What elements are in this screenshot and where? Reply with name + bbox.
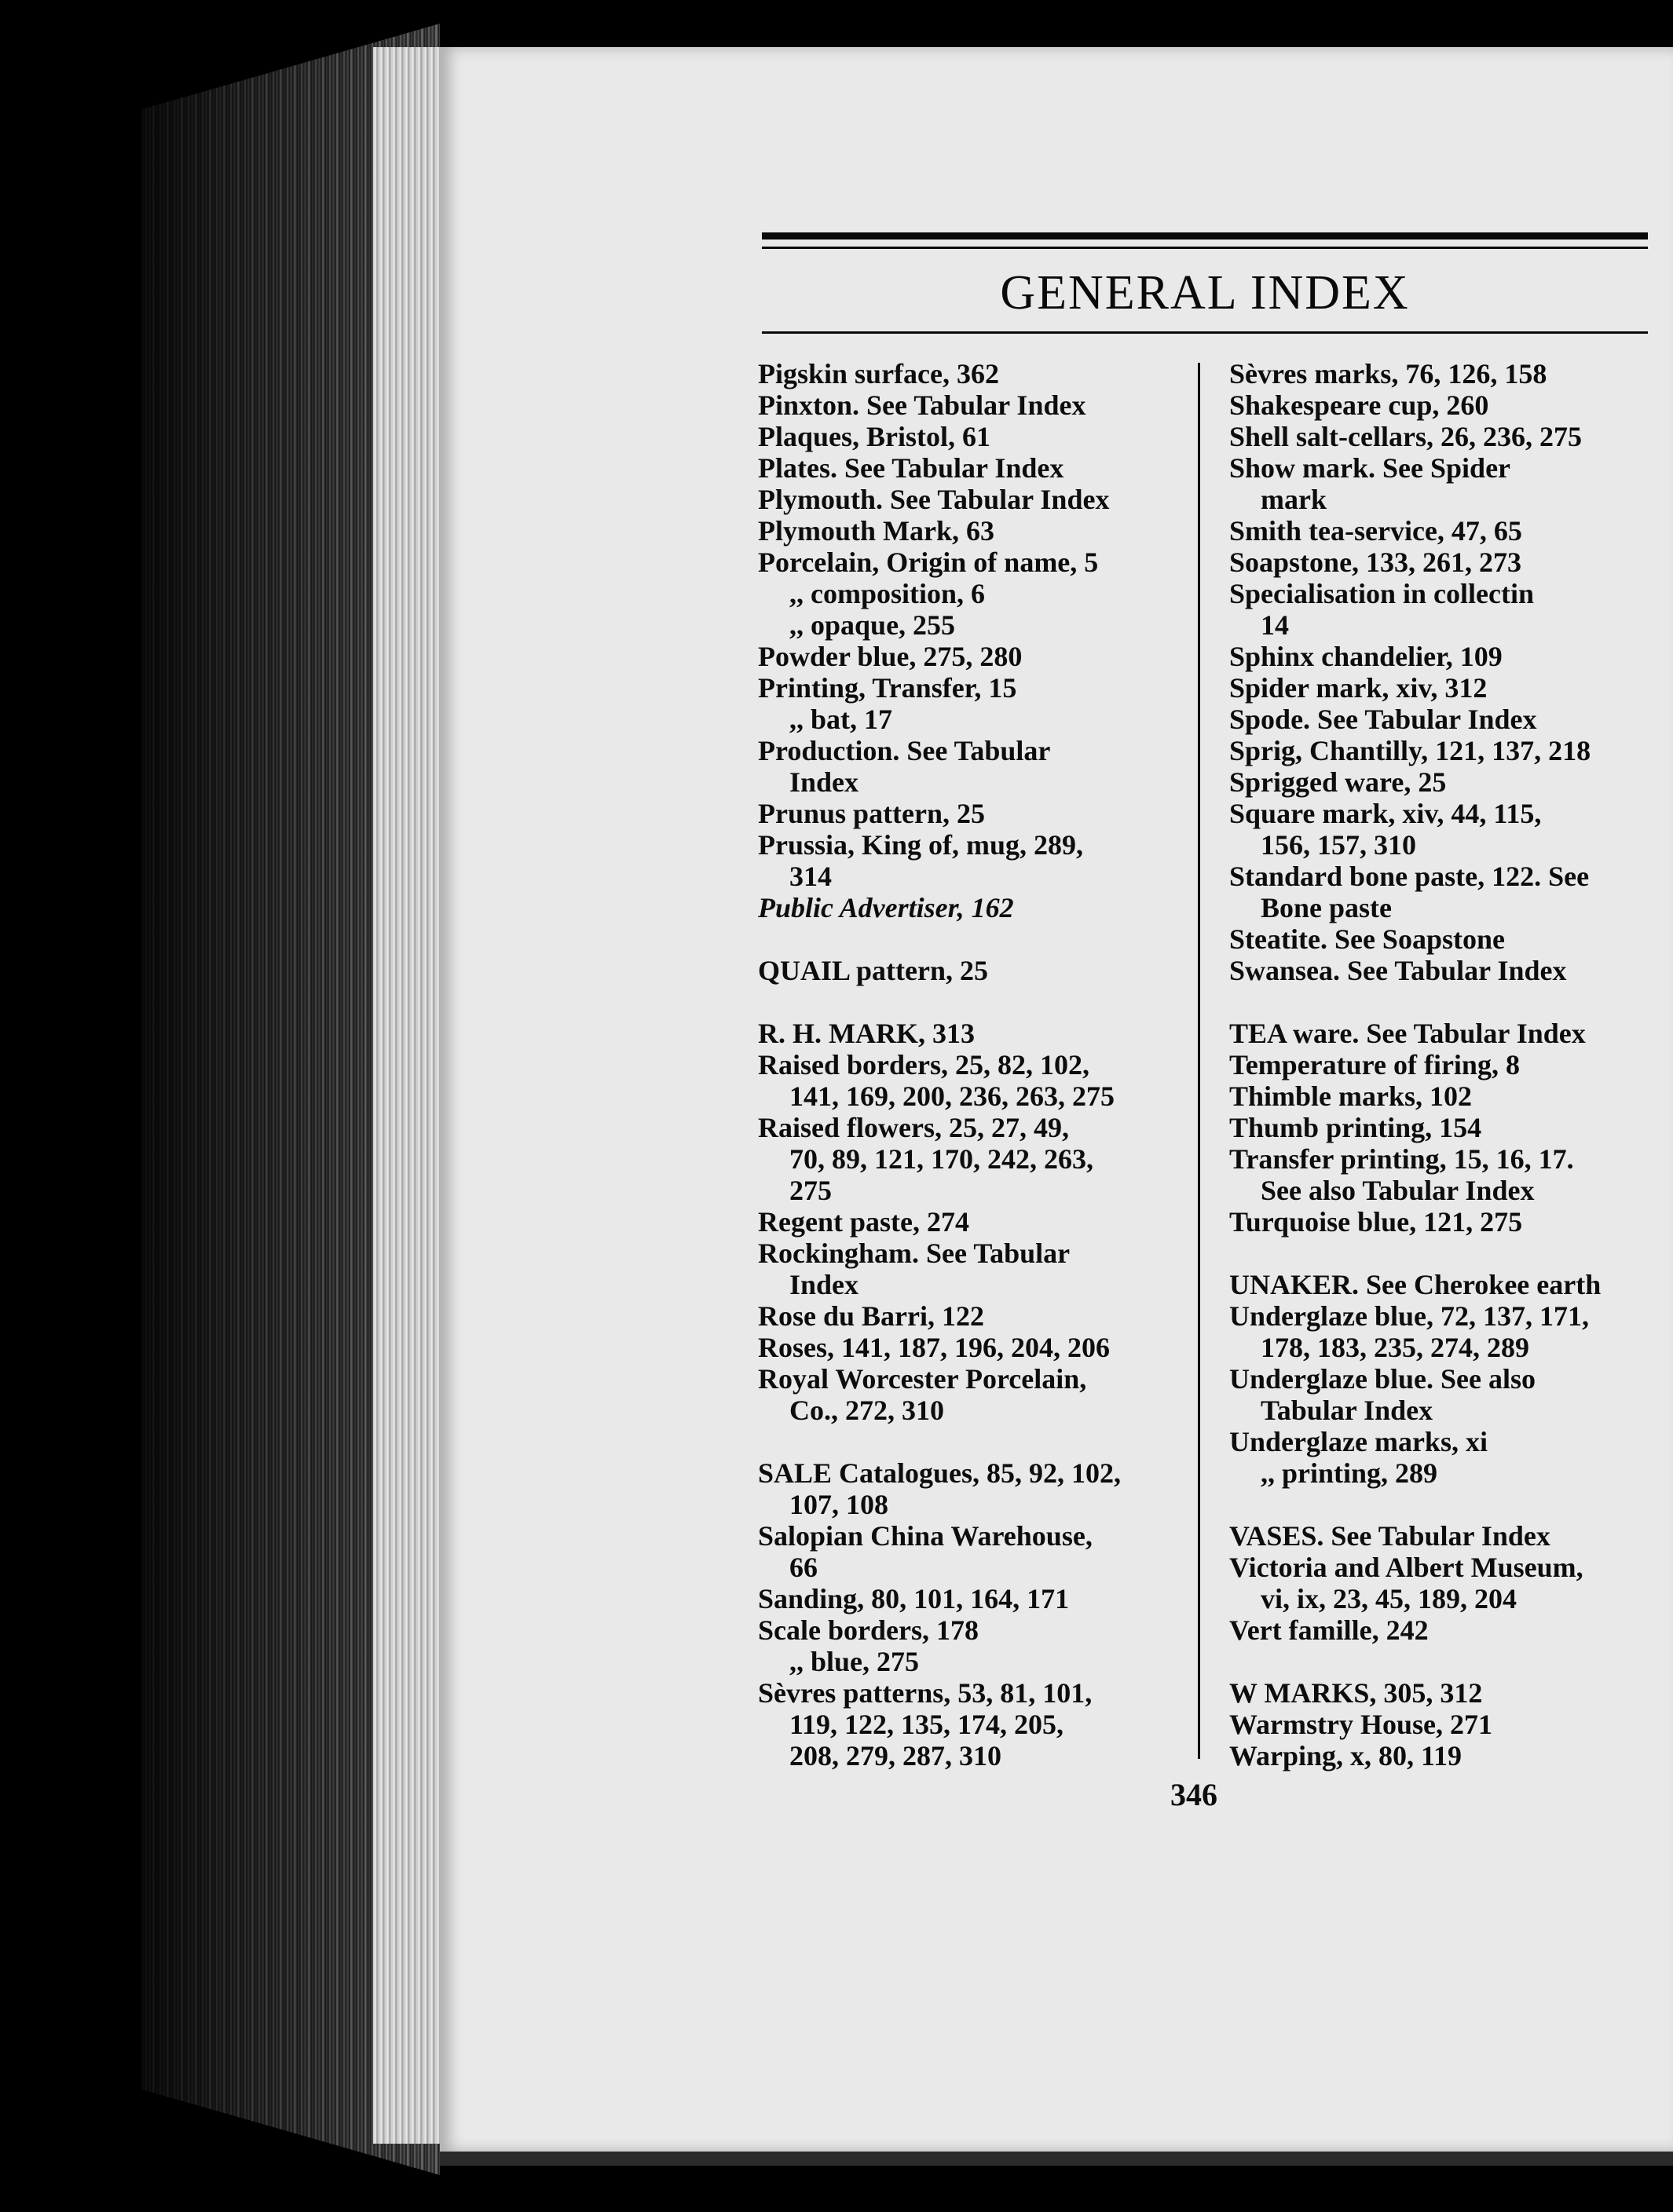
section-gap [1229,1238,1653,1269]
index-entry: Sprig, Chantilly, 121, 137, 218 [1229,735,1591,766]
index-entry: Spider mark, xiv, 312 [1229,672,1488,704]
index-entry-continuation: mark [1261,484,1327,515]
index-column-left [758,358,1182,1771]
index-entry: SALE Catalogues, 85, 92, 102, [758,1457,1122,1489]
index-entry: Smith tea-service, 47, 65 [1229,515,1522,547]
index-entry: Production. See Tabular [758,735,1051,766]
index-entry: Raised flowers, 25, 27, 49, [758,1112,1069,1143]
page-bottom-edge [440,2152,1673,2166]
index-entry: Victoria and Albert Museum, [1229,1552,1583,1583]
index-entry-continuation: 156, 157, 310 [1261,829,1416,861]
section-gap [1229,986,1653,1018]
index-entry-continuation: 141, 169, 200, 236, 263, 275 [789,1080,1115,1112]
index-entry: Plates. See Tabular Index [758,452,1064,484]
index-entry: Sèvres patterns, 53, 81, 101, [758,1677,1093,1709]
page-number: 346 [1170,1777,1217,1812]
index-entry: QUAIL pattern, 25 [758,955,989,986]
index-entry-continuation: 178, 183, 235, 274, 289 [1261,1332,1529,1363]
index-entry: Sprigged ware, 25 [1229,766,1447,798]
index-entry: Steatite. See Soapstone [1229,923,1505,955]
index-entry: Public Advertiser, 162 [758,892,1014,923]
index-entry: R. H. MARK, 313 [758,1018,975,1049]
index-entry-continuation: Index [789,766,859,798]
index-entry-continuation: Index [789,1269,859,1300]
index-entry: Regent paste, 274 [758,1206,969,1238]
section-gap [758,1426,1182,1457]
index-entry: Scale borders, 178 [758,1614,979,1646]
index-entry: Soapstone, 133, 261, 273 [1229,547,1522,578]
section-gap [758,986,1182,1018]
index-entry: Thumb printing, 154 [1229,1112,1482,1143]
index-entry: Swansea. See Tabular Index [1229,955,1567,986]
index-entry-continuation: 275 [789,1175,832,1206]
index-subentry: ,, composition, 6 [789,578,986,609]
header-thin-rule [762,247,1648,249]
index-subentry: ,, opaque, 255 [789,609,956,641]
title-rule [762,331,1648,334]
index-entry-continuation: Bone paste [1261,892,1393,923]
index-entry: Sphinx chandelier, 109 [1229,641,1503,672]
index-entry: Underglaze marks, xi [1229,1426,1488,1457]
index-entry: Turquoise blue, 121, 275 [1229,1206,1523,1238]
index-entry: Plymouth. See Tabular Index [758,484,1110,515]
index-entry-continuation: 208, 279, 287, 310 [789,1740,1001,1771]
index-entry: Roses, 141, 187, 196, 204, 206 [758,1332,1110,1363]
index-subentry: ,, printing, 289 [1261,1457,1438,1489]
index-entry: W MARKS, 305, 312 [1229,1677,1483,1709]
column-divider [1198,363,1200,1759]
page-stack-edge [373,47,444,2144]
index-entry: Specialisation in collectin [1229,578,1535,609]
index-entry: Warmstry House, 271 [1229,1709,1492,1740]
index-entry: Thimble marks, 102 [1229,1080,1473,1112]
index-entry: Prussia, King of, mug, 289, [758,829,1084,861]
index-entry: Salopian China Warehouse, [758,1520,1093,1552]
index-entry: Shell salt-cellars, 26, 236, 275 [1229,421,1582,452]
index-entry: Sanding, 80, 101, 164, 171 [758,1583,1070,1614]
index-entry: UNAKER. See Cherokee earth [1229,1269,1602,1300]
index-column-right [1229,358,1653,1771]
index-entry-continuation: 14 [1261,609,1289,641]
section-gap [1229,1489,1653,1520]
index-entry: Underglaze blue. See also [1229,1363,1536,1395]
index-entry: VASES. See Tabular Index [1229,1520,1550,1552]
index-entry: Pigskin surface, 362 [758,358,1000,389]
index-entry: Underglaze blue, 72, 137, 171, [1229,1300,1589,1332]
header-thick-rule [762,232,1648,239]
index-entry: Powder blue, 275, 280 [758,641,1023,672]
index-entry: Pinxton. See Tabular Index [758,389,1086,421]
index-entry: Square mark, xiv, 44, 115, [1229,798,1542,829]
index-entry-continuation: vi, ix, 23, 45, 189, 204 [1261,1583,1517,1614]
index-entry-continuation: 66 [789,1552,818,1583]
index-entry-continuation: See also Tabular Index [1261,1175,1535,1206]
index-entry-continuation: Co., 272, 310 [789,1395,944,1426]
index-entry: TEA ware. See Tabular Index [1229,1018,1586,1049]
index-entry: Sèvres marks, 76, 126, 158 [1229,358,1547,389]
index-entry: Show mark. See Spider [1229,452,1511,484]
index-entry: Warping, x, 80, 119 [1229,1740,1463,1771]
section-gap [758,923,1182,955]
index-entry: Standard bone paste, 122. See [1229,861,1590,892]
index-subentry: ,, bat, 17 [789,704,893,735]
index-entry-continuation: 70, 89, 121, 170, 242, 263, [789,1143,1093,1175]
index-entry-continuation: 119, 122, 135, 174, 205, [789,1709,1064,1740]
index-entry: Temperature of firing, 8 [1229,1049,1520,1080]
index-entry: Shakespeare cup, 260 [1229,389,1489,421]
page-title: GENERAL INDEX [1000,266,1410,320]
index-entry: Transfer printing, 15, 16, 17. [1229,1143,1574,1175]
index-subentry: ,, blue, 275 [789,1646,920,1677]
index-entry-continuation: 314 [789,861,832,892]
index-entry: Printing, Transfer, 15 [758,672,1017,704]
index-entry: Rose du Barri, 122 [758,1300,984,1332]
section-gap [1229,1646,1653,1677]
index-entry-continuation: Tabular Index [1261,1395,1433,1426]
index-entry: Rockingham. See Tabular [758,1238,1071,1269]
index-entry: Raised borders, 25, 82, 102, [758,1049,1089,1080]
index-entry: Prunus pattern, 25 [758,798,986,829]
index-entry: Plymouth Mark, 63 [758,515,994,547]
index-entry: Vert famille, 242 [1229,1614,1429,1646]
index-entry: Plaques, Bristol, 61 [758,421,991,452]
index-entry: Spode. See Tabular Index [1229,704,1537,735]
index-entry: Porcelain, Origin of name, 5 [758,547,1099,578]
index-entry: Royal Worcester Porcelain, [758,1363,1087,1395]
index-entry-continuation: 107, 108 [789,1489,888,1520]
